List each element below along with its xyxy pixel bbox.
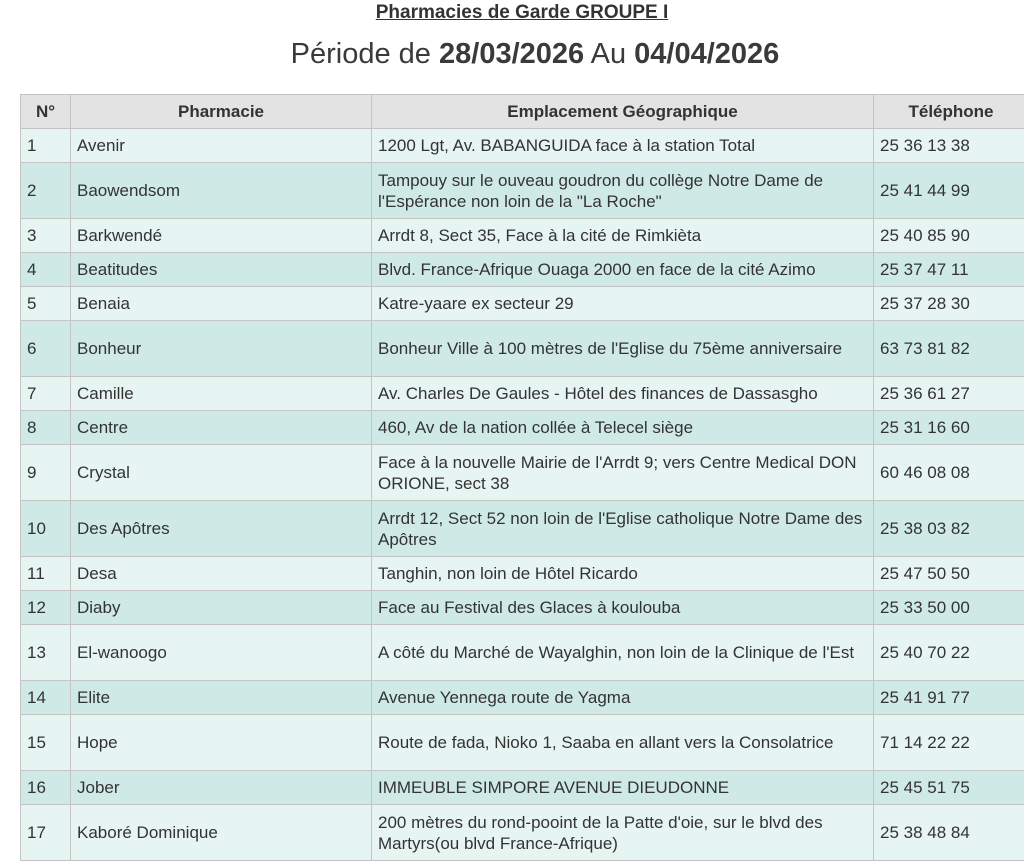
pharmacy-name: Benaia <box>71 287 372 321</box>
table-row <box>21 445 1024 501</box>
row-number: 3 <box>21 219 71 253</box>
pharmacy-name: Barkwendé <box>71 219 372 253</box>
row-number: 1 <box>21 129 71 163</box>
pharmacy-name: Diaby <box>71 591 372 625</box>
table-row <box>21 591 1024 625</box>
pharmacy-name: Elite <box>71 681 372 715</box>
table-row <box>21 163 1024 219</box>
row-number: 9 <box>21 445 71 501</box>
pharmacy-name: Centre <box>71 411 372 445</box>
pharmacy-phone: 25 41 91 77 <box>874 681 1024 715</box>
table-row <box>21 557 1024 591</box>
row-number: 17 <box>21 805 71 861</box>
period-prefix: Période de <box>290 38 431 70</box>
row-number: 12 <box>21 591 71 625</box>
table-row <box>21 411 1024 445</box>
row-number: 16 <box>21 771 71 805</box>
pharmacy-phone: 25 40 85 90 <box>874 219 1024 253</box>
row-number: 8 <box>21 411 71 445</box>
table-row <box>21 501 1024 557</box>
table-row <box>21 771 1024 805</box>
row-number: 4 <box>21 253 71 287</box>
row-number: 6 <box>21 321 71 377</box>
page-title: Pharmacies de Garde GROUPE I <box>375 2 669 23</box>
pharmacy-location: Arrdt 12, Sect 52 non loin de l'Eglise catholique Notre Dame des Apôtres <box>372 501 874 557</box>
table-row <box>21 681 1024 715</box>
column-header-phone: Téléphone <box>874 95 1024 129</box>
row-number: 15 <box>21 715 71 771</box>
pharmacy-phone: 25 36 13 38 <box>874 129 1024 163</box>
pharmacy-phone: 25 37 28 30 <box>874 287 1024 321</box>
pharmacy-name: Avenir <box>71 129 372 163</box>
pharmacy-name: Beatitudes <box>71 253 372 287</box>
pharmacy-name: Baowendsom <box>71 163 372 219</box>
table-row <box>21 219 1024 253</box>
pharmacy-phone: 60 46 08 08 <box>874 445 1024 501</box>
row-number: 5 <box>21 287 71 321</box>
pharmacy-location: Face à la nouvelle Mairie de l'Arrdt 9; vers Centre Medical DON ORIONE, sect 38 <box>372 445 874 501</box>
pharmacy-phone: 25 38 03 82 <box>874 501 1024 557</box>
pharmacy-name: Jober <box>71 771 372 805</box>
pharmacy-location: Blvd. France-Afrique Ouaga 2000 en face de la cité Azimo <box>372 253 874 287</box>
pharmacy-name: Bonheur <box>71 321 372 377</box>
pharmacy-name: Des Apôtres <box>71 501 372 557</box>
pharmacy-location: Route de fada, Nioko 1, Saaba en allant vers la Consolatrice <box>372 715 874 771</box>
pharmacy-location: IMMEUBLE SIMPORE AVENUE DIEUDONNE <box>372 771 874 805</box>
row-number: 2 <box>21 163 71 219</box>
pharmacy-phone: 25 37 47 11 <box>874 253 1024 287</box>
row-number: 14 <box>21 681 71 715</box>
pharmacy-location: 460, Av de la nation collée à Telecel siège <box>372 411 874 445</box>
table-row <box>21 321 1024 377</box>
pharmacy-location: 200 mètres du rond-pooint de la Patte d'oie, sur le blvd des Martyrs(ou blvd France-Afrique) <box>372 805 874 861</box>
column-header-location: Emplacement Géographique <box>372 95 874 129</box>
row-number: 13 <box>21 625 71 681</box>
period-start-date: 28/03/2026 <box>439 38 585 70</box>
pharmacy-location: Arrdt 8, Sect 35, Face à la cité de Rimkièta <box>372 219 874 253</box>
column-header-pharmacy: Pharmacie <box>71 95 372 129</box>
row-number: 7 <box>21 377 71 411</box>
pharmacy-phone: 25 40 70 22 <box>874 625 1024 681</box>
pharmacy-table <box>20 94 1024 861</box>
pharmacy-location: Av. Charles De Gaules - Hôtel des finances de Dassasgho <box>372 377 874 411</box>
pharmacy-phone: 25 38 48 84 <box>874 805 1024 861</box>
pharmacy-name: Crystal <box>71 445 372 501</box>
pharmacy-name: Kaboré Dominique <box>71 805 372 861</box>
pharmacy-phone: 71 14 22 22 <box>874 715 1024 771</box>
pharmacy-location: Face au Festival des Glaces à koulouba <box>372 591 874 625</box>
row-number: 10 <box>21 501 71 557</box>
pharmacy-location: Katre-yaare ex secteur 29 <box>372 287 874 321</box>
period-end-date: 04/04/2026 <box>634 38 780 70</box>
pharmacy-phone: 25 47 50 50 <box>874 557 1024 591</box>
pharmacy-phone: 63 73 81 82 <box>874 321 1024 377</box>
table-row <box>21 715 1024 771</box>
pharmacy-location: Tanghin, non loin de Hôtel Ricardo <box>372 557 874 591</box>
pharmacy-name: El-wanoogo <box>71 625 372 681</box>
table-row <box>21 287 1024 321</box>
pharmacy-location: Avenue Yennega route de Yagma <box>372 681 874 715</box>
pharmacy-location: A côté du Marché de Wayalghin, non loin de la Clinique de l'Est <box>372 625 874 681</box>
column-header-number: N° <box>21 95 71 129</box>
period-separator: Au <box>590 38 627 70</box>
row-number: 11 <box>21 557 71 591</box>
table-row <box>21 253 1024 287</box>
table-row <box>21 377 1024 411</box>
pharmacy-location: 1200 Lgt, Av. BABANGUIDA face à la station Total <box>372 129 874 163</box>
table-header-row <box>21 95 1024 129</box>
table-row <box>21 805 1024 861</box>
period-line <box>0 38 1024 71</box>
pharmacy-phone: 25 33 50 00 <box>874 591 1024 625</box>
pharmacy-location: Bonheur Ville à 100 mètres de l'Eglise du 75ème anniversaire <box>372 321 874 377</box>
pharmacy-phone: 25 31 16 60 <box>874 411 1024 445</box>
table-row <box>21 129 1024 163</box>
pharmacy-phone: 25 41 44 99 <box>874 163 1024 219</box>
pharmacy-name: Hope <box>71 715 372 771</box>
pharmacy-name: Camille <box>71 377 372 411</box>
pharmacy-phone: 25 36 61 27 <box>874 377 1024 411</box>
pharmacy-location: Tampouy sur le ouveau goudron du collège Notre Dame de l'Espérance non loin de la "La Roche" <box>372 163 874 219</box>
pharmacy-name: Desa <box>71 557 372 591</box>
pharmacy-phone: 25 45 51 75 <box>874 771 1024 805</box>
table-row <box>21 625 1024 681</box>
